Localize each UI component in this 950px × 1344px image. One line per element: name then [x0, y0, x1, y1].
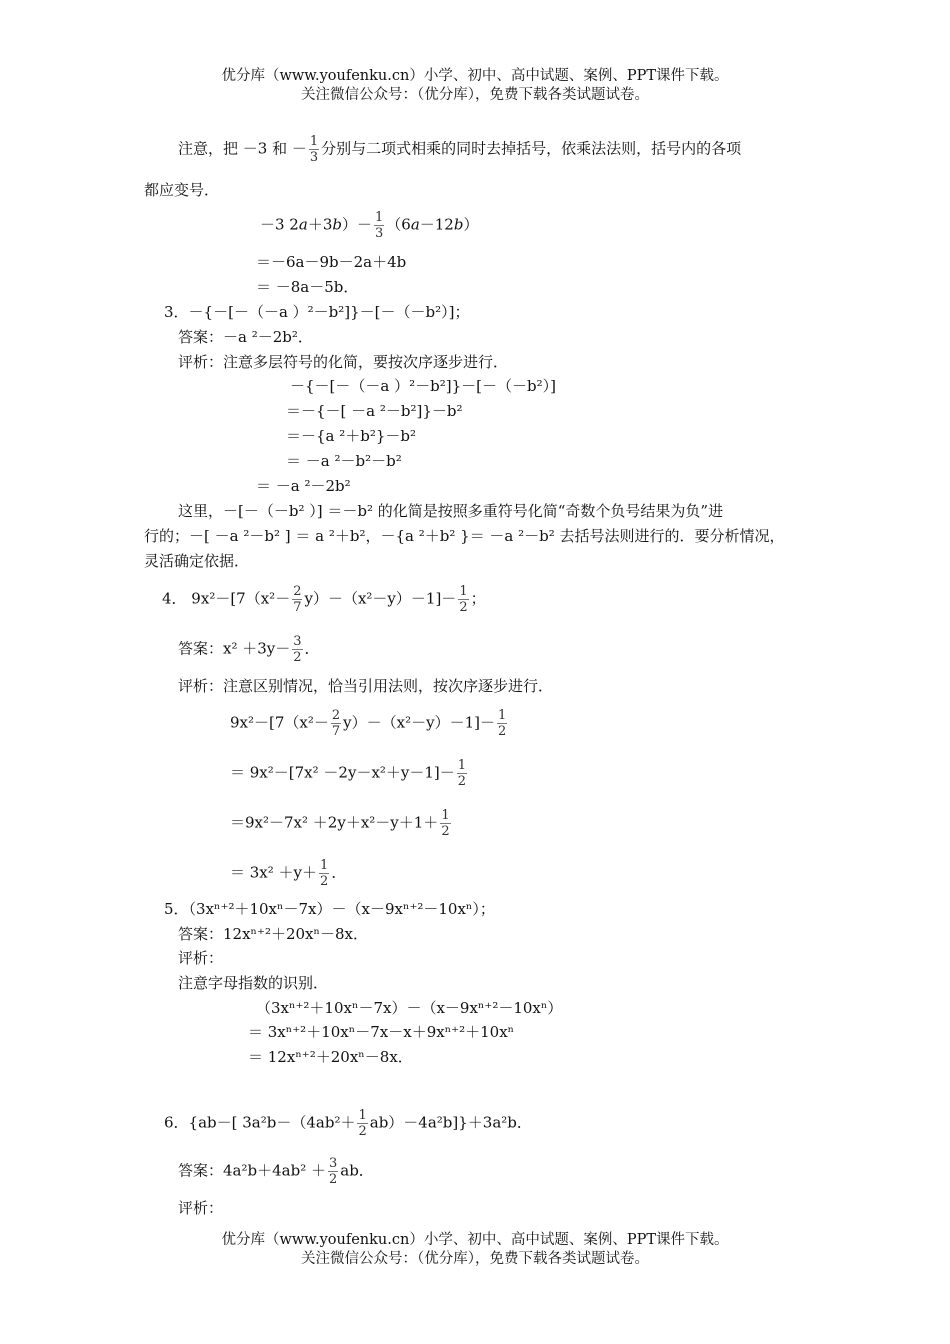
answer-4: 答案：x² ＋3y－ $\frac{3}{2}$ ． [178, 634, 320, 665]
step-p3-1: －{－[－（－a ）²－b²]}－[－（－b²）] [290, 377, 556, 395]
fraction-one-half: $\frac{1}{2}$ [320, 858, 329, 889]
answer-6: 答案：4a²b＋4ab² ＋ $\frac{3}{2}$ ab． [178, 1156, 374, 1187]
analysis-4: 评析：注意区别情况，恰当引用法则，按次序逐步进行． [178, 677, 554, 695]
note-line-1 [178, 134, 741, 165]
answer-5: 答案：12xⁿ⁺²＋20xⁿ－8x． [178, 925, 369, 943]
text-run: 分别与二项式相乘的同时去掉括号，依乘法法则，括号内的各项 [321, 139, 742, 158]
note-line-2: 都应变号． [144, 181, 220, 199]
fraction-one-half: $\frac{1}{2}$ [358, 1108, 367, 1139]
text-run: 注意，把 －3 和 － [178, 139, 307, 158]
explain-3-line-2: 行的；－[ －a ²－b² ] ＝ a ²＋b²，－{a ²＋b² }＝ －a ²－b² 去括号法则进行的．要分析情况， [144, 527, 785, 545]
step-p4-3: ＝9x²－7x² ＋2y＋x²－y＋1＋ $\frac{1}{2}$ [230, 808, 450, 839]
explain-3-line-3: 灵活确定依据． [144, 552, 250, 570]
fraction-one-half: $\frac{1}{2}$ [441, 808, 450, 839]
question-4: 4． 9x²－[7（x²－ $\frac{2}{7}$ y）－（x²－y）－1]－ $\frac{1}{2}$ ； [162, 584, 486, 615]
answer-3: 答案：－a ²－2b²． [178, 328, 313, 346]
note-5: 注意字母指数的识别． [178, 974, 329, 992]
step-p2-1: －3 2a＋3b）－ $\frac{1}{3}$ （6a－12b） [260, 210, 479, 241]
analysis-3: 评析：注意多层符号的化简，要按次序逐步进行． [178, 353, 509, 371]
step-p4-2: ＝ 9x²－[7x² －2y－x²＋y－1]－ $\frac{1}{2}$ [230, 758, 467, 789]
step-p5-3: ＝ 12xⁿ⁺²＋20xⁿ－8x． [248, 1048, 413, 1066]
step-p2-3: ＝ －8a－5b． [256, 278, 359, 296]
step-p3-4: ＝ －a ²－b²－b² [286, 452, 402, 470]
fraction-three-halves: $\frac{3}{2}$ [293, 634, 302, 665]
fraction-two-sevenths: $\frac{2}{7}$ [331, 708, 341, 739]
fraction-two-sevenths: $\frac{2}{7}$ [293, 584, 302, 615]
step-p2-2: ＝－6a－9b－2a＋4b [256, 253, 407, 271]
step-p3-2: ＝－{－[ －a ²－b²]}－b² [286, 402, 463, 420]
analysis-6: 评析： [178, 1199, 224, 1217]
analysis-5: 评析： [178, 949, 224, 967]
explain-3-line-1: 这里，－[－（－b² ）] ＝－b² 的化简是按照多重符号化简“奇数个负号结果为负”进 [178, 502, 724, 520]
question-5: 5．（3xⁿ⁺²＋10xⁿ－7x）－（x－9xⁿ⁺²－10xⁿ）； [164, 900, 495, 918]
fraction-one-half: $\frac{1}{2}$ [457, 758, 467, 789]
fraction-one-third: $\frac{1}{3}$ [309, 134, 319, 165]
footer-line-1: 优分库（www.youfenku.cn）小学、初中、高中试题、案例、PPT课件下载。 [221, 1232, 729, 1248]
footer-line-2: 关注微信公众号：（优分库），免费下载各类试题试卷。 [301, 1251, 649, 1267]
step-p5-1: （3xⁿ⁺²＋10xⁿ－7x）－（x－9xⁿ⁺²－10xⁿ） [256, 999, 563, 1017]
header-line-1: 优分库（www.youfenku.cn）小学、初中、高中试题、案例、PPT课件下载。 [221, 68, 729, 84]
step-p4-4: ＝ 3x² ＋y＋ $\frac{1}{2}$ ． [230, 858, 347, 889]
step-p5-2: ＝ 3xⁿ⁺²＋10xⁿ－7x－x＋9xⁿ⁺²＋10xⁿ [248, 1023, 515, 1041]
step-p3-5: ＝ －a ²－2b² [256, 477, 351, 495]
question-3: 3．－{－[－（－a ）²－b²]}－[－（－b²）]； [164, 303, 470, 321]
question-6: 6．{ab－[ 3a²b－（4ab²＋ $\frac{1}{2}$ ab）－4a²b]}＋3a²b． [164, 1108, 532, 1139]
fraction-one-third: $\frac{1}{3}$ [374, 210, 384, 241]
fraction-three-halves: $\frac{3}{2}$ [328, 1156, 338, 1187]
fraction-one-half: $\frac{1}{2}$ [459, 584, 468, 615]
step-p3-3: ＝－{a ²＋b²}－b² [286, 427, 417, 445]
step-p4-1: 9x²－[7（x²－ $\frac{2}{7}$ y）－（x²－y）－1]－ $\frac{1}{2}$ [230, 708, 507, 739]
fraction-one-half: $\frac{1}{2}$ [498, 708, 507, 739]
header-line-2: 关注微信公众号：（优分库），免费下载各类试题试卷。 [301, 87, 649, 103]
